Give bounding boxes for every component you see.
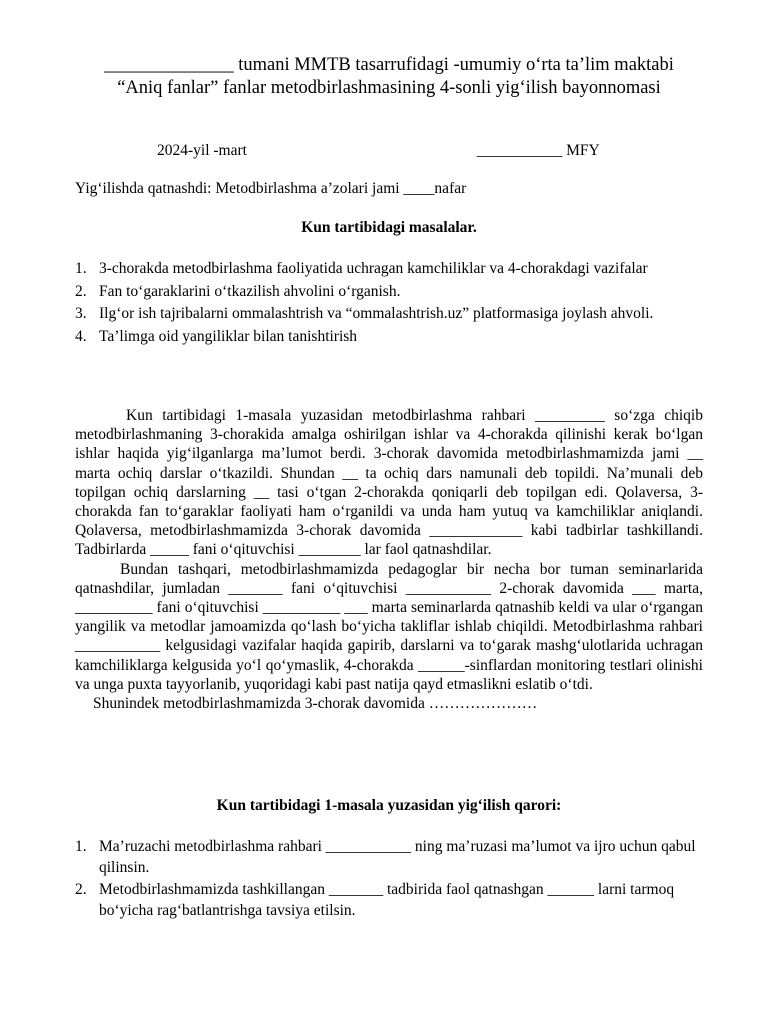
paragraph: Shunindek metodbirlashmamizda 3-chorak davomida ………………… — [93, 695, 538, 713]
paragraph: Bundan tashqari, metodbirlashmamizda pedagoglar bir necha bor tuman seminarlarida qatnashdilar, jumladan _______ fani o‘qituvchisi ___________ 2-chorak davomida ___ marta, __________ fani o‘qituvchisi __________ ___ marta seminarlarda qatnashib keldi va ular o‘rgangan yangilik va metodlar jamoamizda qo‘lash bo‘yicha takliflar ishlab chiqildi. Metodbirlashma rahbari ___________ kelgusidagi vazifalar haqida gapirib, darslarni va to‘garak mashg‘ulotlarida uchragan kamchiliklarga kelgusida yo‘l qo‘ymaslik, 4-chorakda ______-sinflardan monitoring testlari olinishi va unga puxta tayyorlanib, yuqoridagi kabi past natija qayd etmaslikni eslatib o‘tdi. — [75, 560, 703, 693]
agenda-item-text: Ilg‘or ish tajribalarni ommalashtrish va “ommalashtrish.uz” platformasiga joylash ahvoli. — [99, 305, 654, 322]
agenda-item — [75, 259, 705, 280]
decision-item — [75, 880, 705, 921]
list-number: 1. — [75, 838, 87, 855]
mfy-field: ___________ MFY — [477, 142, 600, 159]
decision-item-text: Metodbirlashmamizda tashkillangan _______ tadbirida faol qatnashgan ______ larni tarmoq bo‘yicha rag‘batlantrishga tavsiya etilsin. — [99, 881, 675, 919]
agenda-item — [75, 282, 705, 303]
agenda-item-text: Fan to‘garaklarini o‘tkazilish ahvolini o‘rganish. — [99, 282, 401, 300]
body-text — [75, 406, 703, 713]
decision-heading: Kun tartibidagi 1-masala yuzasidan yig‘ilish qarori: — [216, 797, 562, 814]
decision-item-text: Ma’ruzachi metodbirlashma rahbari ___________ ning ma’ruzasi ma’lumot va ijro uchun qabul qilinsin. — [99, 838, 696, 876]
agenda-heading: Kun tartibidagi masalalar. — [301, 219, 477, 236]
attendance-line: Yig‘ilishda qatnashdi: Metodbirlashma a’zolari jami ____nafar — [75, 180, 467, 197]
list-number: 4. — [75, 327, 87, 345]
list-number: 1. — [75, 260, 87, 277]
list-number: 2. — [75, 282, 87, 300]
decision-item — [75, 837, 705, 878]
agenda-item — [75, 327, 705, 348]
paragraph: Kun tartibidagi 1-masala yuzasidan metodbirlashma rahbari _________ so‘zga chiqib metodbirlashmaning 3-chorakida amalga oshirilgan ishlar va 4-chorakda qilinishi kerak bo‘lgan ishlar haqida yig‘ilganlarga ma’lumot berdi. 3-chorak davomida metodbirlashmamizda jami __ marta ochiq darslar o‘tkazildi. Shundan __ ta ochiq dars namunali deb topildi. Na’munali deb topilgan ochiq darslarning __ tasi o‘tgan 2-chorakda qoniqarli deb topilgan edi. Qolaversa, 3-chorakda fan to‘garaklar faoliyati ham o‘rganildi va unda ham yutuq va kamchiliklar aniqlandi. Qolaversa, metodbirlashmamizda 3-chorak davomida ____________ kabi tadbirlar tashkillandi. Tadbirlarda _____ fani o‘qituvchisi ________ lar faol qatnashdilar. — [75, 407, 703, 559]
agenda-list — [75, 259, 705, 349]
document-title: ______________ tumani MMTB tasarrufidagi -umumiy o‘rta ta’lim maktabi “Aniq fanlar” fanlar metodbirlashmasining 4-sonli yig‘ilish bayonnomasi — [104, 55, 674, 98]
meeting-date: 2024-yil -mart — [157, 142, 247, 159]
decision-list — [75, 837, 705, 923]
meta-row — [0, 142, 768, 162]
list-number: 2. — [75, 881, 87, 898]
list-number: 3. — [75, 305, 87, 322]
agenda-item-text: Ta’limga oid yangiliklar bilan tanishtirish — [99, 327, 358, 345]
agenda-item — [75, 304, 705, 325]
agenda-item-text: 3-chorakda metodbirlashma faoliyatida uchragan kamchiliklar va 4-chorakdagi vazifalar — [99, 260, 648, 277]
